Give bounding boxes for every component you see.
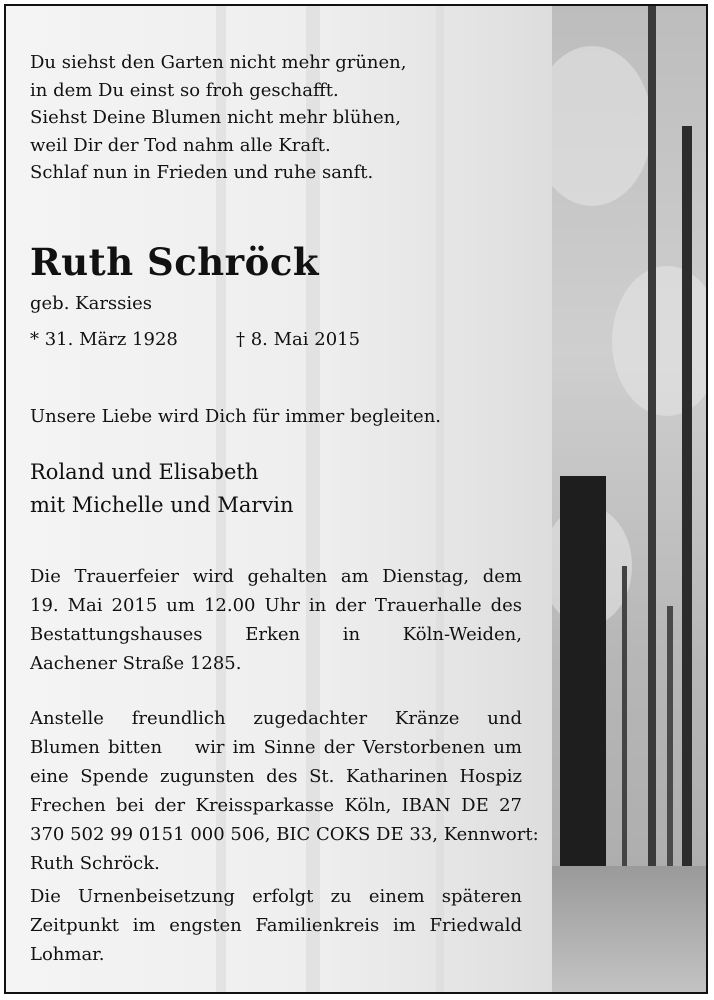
poem-line: Schlaf nun in Frieden und ruhe sanft. xyxy=(30,162,374,183)
motto: Unsere Liebe wird Dich für immer begleiten. xyxy=(30,406,442,427)
funeral-line: Aachener Straße 1285. xyxy=(30,653,242,674)
tree-trunk xyxy=(667,606,673,906)
burial-line: Die Urnenbeisetzung erfolgt zu einem späteren xyxy=(30,886,522,907)
poem-line: in dem Du einst so froh geschafft. xyxy=(30,79,339,101)
forest-floor xyxy=(552,866,708,994)
mourners xyxy=(30,456,294,522)
foliage xyxy=(612,266,708,416)
mourner-line: Roland und Elisabeth xyxy=(30,460,259,484)
funeral-line: Bestattungshauses Erken in Köln-Weiden, xyxy=(30,624,522,645)
tree-trunk xyxy=(648,6,656,906)
funeral-info xyxy=(30,562,522,678)
donation-line: eine Spende zugunsten des St. Katharinen Hospiz xyxy=(30,766,522,787)
poem-line: weil Dir der Tod nahm alle Kraft. xyxy=(30,134,331,156)
tree-trunk xyxy=(560,476,606,906)
burial-info xyxy=(30,882,522,969)
donation-line: 370 502 99 0151 000 506, BIC COKS DE 33, Kennwort: xyxy=(30,824,539,845)
poem xyxy=(30,49,406,187)
forest-photo xyxy=(552,6,708,994)
donation-line: Ruth Schröck. xyxy=(30,853,160,874)
life-dates xyxy=(30,329,430,350)
burial-line: Lohmar. xyxy=(30,944,105,965)
burial-line: Zeitpunkt im engsten Familienkreis im Friedwald xyxy=(30,915,522,936)
tree-trunk xyxy=(622,566,627,906)
poem-line: Du siehst den Garten nicht mehr grünen, xyxy=(30,52,407,73)
obituary-notice xyxy=(4,4,708,994)
mourner-line: mit Michelle und Marvin xyxy=(30,493,294,517)
donation-line: Blumen bitten wir im Sinne der Verstorbenen um xyxy=(30,737,522,758)
donation-line: Frechen bei der Kreissparkasse Köln, IBAN DE 27 xyxy=(30,795,522,816)
funeral-line: 19. Mai 2015 um 12.00 Uhr in der Trauerhalle des xyxy=(30,595,522,616)
tree-trunk xyxy=(682,126,692,906)
donation-info xyxy=(30,704,539,878)
birth-name: geb. Karssies xyxy=(30,293,153,314)
foliage xyxy=(552,46,652,206)
donation-line: Anstelle freundlich zugedachter Kränze und xyxy=(30,708,522,729)
death-date: † 8. Mai 2015 xyxy=(236,329,361,350)
birth-date: * 31. März 1928 xyxy=(30,329,178,350)
deceased-name: Ruth Schröck xyxy=(30,240,320,284)
poem-line: Siehst Deine Blumen nicht mehr blühen, xyxy=(30,107,401,128)
funeral-line: Die Trauerfeier wird gehalten am Dienstag, dem xyxy=(30,566,522,587)
